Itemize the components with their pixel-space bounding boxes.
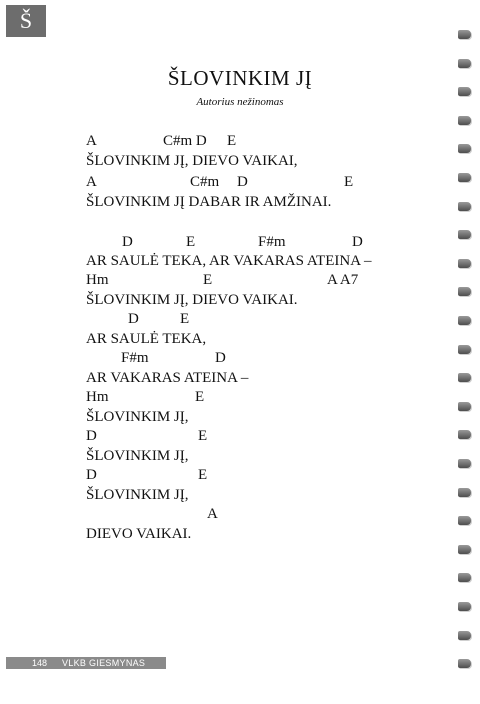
chord: A [207, 506, 218, 522]
binding-ring [458, 573, 471, 582]
binding-ring [458, 30, 471, 39]
spiral-binding [458, 0, 478, 704]
chord: D [128, 311, 139, 327]
binding-ring [458, 259, 471, 268]
binding-ring [458, 144, 471, 153]
chord: A [86, 133, 97, 149]
binding-ring [458, 402, 471, 411]
binding-ring [458, 631, 471, 640]
chord: Hm [86, 272, 109, 288]
binding-ring [458, 230, 471, 239]
chord: D [352, 234, 363, 250]
chord: D [86, 428, 97, 444]
binding-ring [458, 459, 471, 468]
chord: E [186, 234, 196, 250]
song-title: ŠLOVINKIM JĮ [167, 66, 313, 90]
chord: Hm [86, 389, 109, 405]
lyric-line: AR SAULĖ TEKA, AR VAKARAS ATEINA – [86, 253, 372, 269]
chord: F#m [121, 350, 149, 366]
chord: A [86, 174, 97, 190]
section-letter: Š [19, 8, 33, 33]
lyric-line: ŠLOVINKIM JĮ DABAR IR AMŽINAI. [86, 194, 332, 210]
binding-ring [458, 430, 471, 439]
binding-ring [458, 87, 471, 96]
chord: A A7 [327, 272, 359, 288]
lyric-line: ŠLOVINKIM JĮ, DIEVO VAIKAI, [86, 153, 298, 169]
binding-ring [458, 545, 471, 554]
binding-ring [458, 488, 471, 497]
chord: E [180, 311, 190, 327]
binding-ring [458, 116, 471, 125]
chord: C#m D [163, 133, 207, 149]
binding-ring [458, 287, 471, 296]
chord: F#m [258, 234, 286, 250]
binding-ring [458, 602, 471, 611]
footer-bar [6, 657, 166, 669]
chord: E [198, 428, 208, 444]
lyric-line: ŠLOVINKIM JĮ, [86, 409, 189, 425]
lyric-line: AR VAKARAS ATEINA – [86, 370, 249, 386]
binding-ring [458, 659, 471, 668]
lyric-line: ŠLOVINKIM JĮ, DIEVO VAIKAI. [86, 292, 298, 308]
chord: E [344, 174, 354, 190]
lyric-line: ŠLOVINKIM JĮ, [86, 487, 189, 503]
chord: E [198, 467, 208, 483]
binding-ring [458, 316, 471, 325]
lyric-line: ŠLOVINKIM JĮ, [86, 448, 189, 464]
binding-ring [458, 373, 471, 382]
section-letter-tab [6, 5, 46, 37]
chord: D [86, 467, 97, 483]
chord: E [203, 272, 213, 288]
lyric-line: DIEVO VAIKAI. [86, 526, 192, 542]
song-author: Autorius nežinomas [196, 96, 284, 108]
page-number: 148 [32, 658, 48, 668]
binding-ring [458, 516, 471, 525]
chord: D [215, 350, 226, 366]
binding-ring [458, 59, 471, 68]
binding-ring [458, 345, 471, 354]
chord: C#m [190, 174, 220, 190]
binding-ring [458, 202, 471, 211]
book-title: VLKB GIESMYNAS [62, 658, 146, 668]
lyric-line: AR SAULĖ TEKA, [86, 331, 207, 347]
chord: D [237, 174, 248, 190]
chord: D [122, 234, 133, 250]
chord: E [195, 389, 205, 405]
binding-ring [458, 173, 471, 182]
chord: E [227, 133, 237, 149]
